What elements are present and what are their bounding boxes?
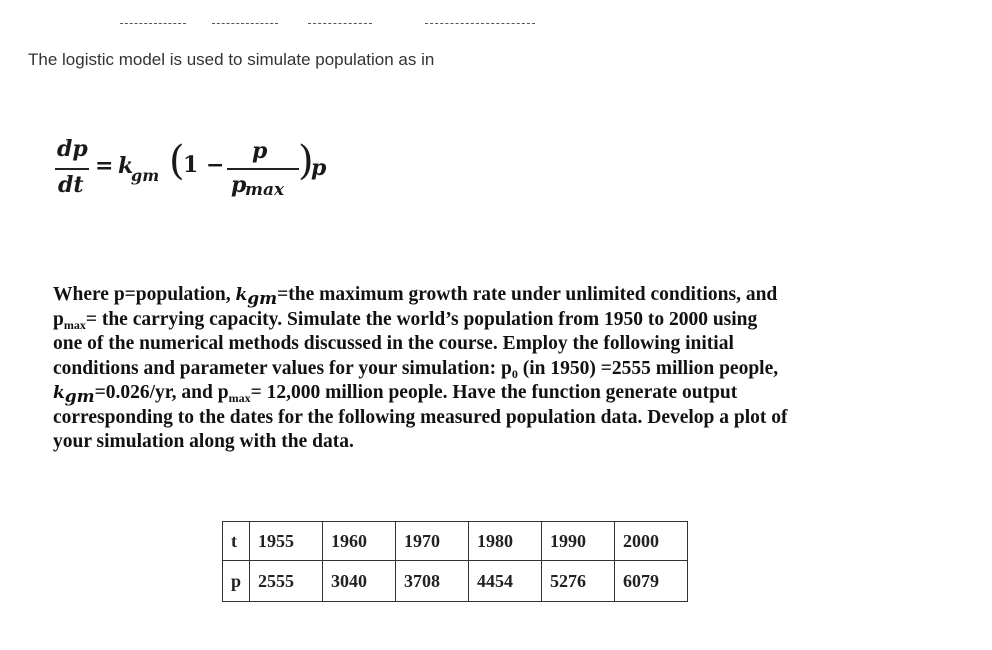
paragraph-line-4: conditions and parameter values for your simulation: $p_0$ (in 1950) =2555 million people, xyxy=(53,357,779,381)
eq-equals: = xyxy=(95,153,114,179)
table-cell: 5276 xyxy=(542,561,615,602)
top-dash-line-1 xyxy=(120,23,186,24)
eq-frac-denominator-subscript: max xyxy=(245,180,285,200)
eq-lhs-denominator: dt xyxy=(58,172,84,198)
population-data-table xyxy=(222,521,688,602)
paragraph-line-1: Where p=population, $k_{gm}=the$ maximum growth rate under unlimited conditions, and xyxy=(53,284,778,309)
table-row-label: p xyxy=(223,561,250,602)
logistic-equation xyxy=(55,128,355,208)
eq-paren-open: ( xyxy=(169,138,185,184)
paragraph-line-5: $k_{gm}=0.026/yr$, and $p_{max}= 12,000$ million people. Have the function generate output xyxy=(53,382,738,407)
eq-trailing-p: p xyxy=(311,155,327,181)
table-row-t xyxy=(223,522,688,561)
paragraph-line-6: corresponding to the dates for the following measured population data. Develop a plot of xyxy=(53,406,788,428)
table-row-label: t xyxy=(223,522,250,561)
eq-lhs-numerator: dp xyxy=(57,136,88,162)
table-cell: 1990 xyxy=(542,522,615,561)
top-dash-line-3 xyxy=(308,23,372,24)
table-cell: 6079 xyxy=(615,561,688,602)
intro-text: The logistic model is used to simulate population as in xyxy=(28,50,435,69)
paragraph-line-3: one of the numerical methods discussed in the course. Employ the following initial xyxy=(53,333,734,354)
eq-inner-fraction-bar xyxy=(227,168,299,170)
table-cell: 1980 xyxy=(469,522,542,561)
eq-one-minus: 1 − xyxy=(183,152,225,178)
top-dash-line-2 xyxy=(212,23,278,24)
eq-frac-denominator: p xyxy=(231,172,247,198)
table-cell: 1960 xyxy=(323,522,396,561)
eq-frac-numerator: p xyxy=(252,138,268,164)
table-cell: 3040 xyxy=(323,561,396,602)
paragraph-line-2: $p_{max}=$ the carrying capacity. Simulate the world’s population from 1950 to 2000 using xyxy=(53,308,758,332)
table-cell: 4454 xyxy=(469,561,542,602)
table-row-p xyxy=(223,561,688,602)
table-cell: 3708 xyxy=(396,561,469,602)
table-cell: 1970 xyxy=(396,522,469,561)
eq-k: k xyxy=(118,153,134,179)
table-cell: 2555 xyxy=(250,561,323,602)
eq-paren-close: ) xyxy=(298,138,314,184)
table-cell: 2000 xyxy=(615,522,688,561)
eq-k-subscript: gm xyxy=(131,166,160,185)
table-cell: 1955 xyxy=(250,522,323,561)
problem-paragraph xyxy=(53,283,883,455)
paragraph-line-7: your simulation along with the data. xyxy=(53,431,354,452)
top-dash-line-4 xyxy=(425,23,535,24)
eq-lhs-fraction-bar xyxy=(55,168,89,170)
